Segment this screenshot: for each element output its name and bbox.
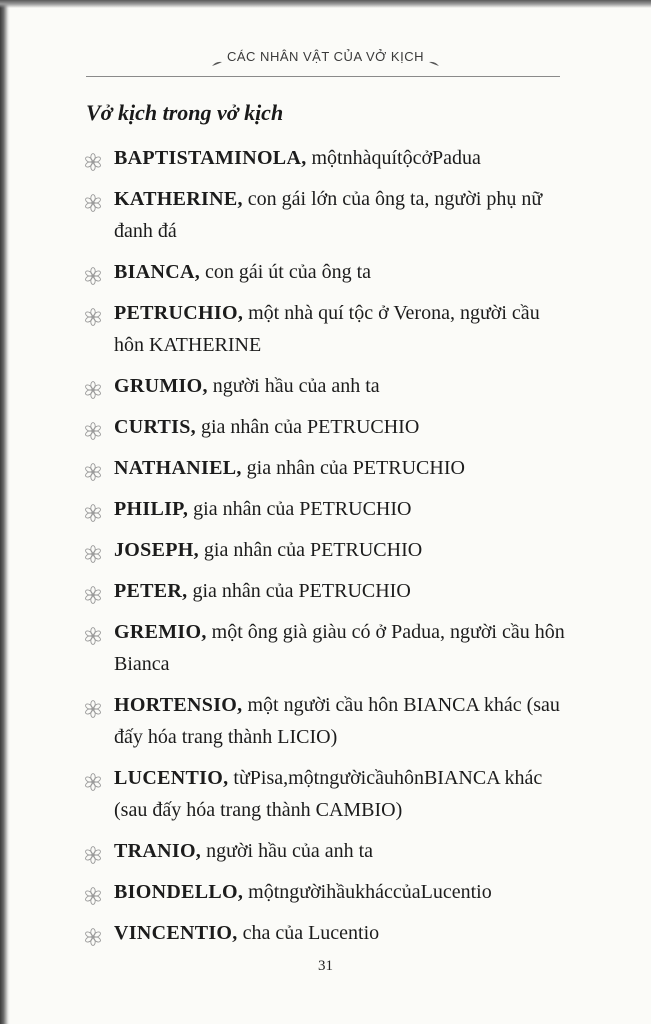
cast-entry (78, 616, 566, 680)
header-rule (86, 76, 560, 77)
cast-list (78, 142, 566, 958)
character-description: cha của Lucentio (242, 922, 380, 944)
cast-entry (78, 575, 566, 607)
character-description: từPisa,mộtngườicầuhônBIANCA khác (sau đấy hóa trang thành CAMBIO) (114, 767, 543, 821)
flower-ornament-icon (84, 190, 102, 208)
page-number: 31 (318, 958, 333, 974)
cast-entry (78, 917, 566, 949)
character-description: mộtnhàquítộcởPadua (311, 147, 481, 169)
cast-entry (78, 835, 566, 867)
character-description: người hầu của anh ta (212, 375, 380, 397)
running-header (0, 49, 651, 69)
cast-entry (78, 689, 566, 753)
cast-entry (78, 534, 566, 566)
flower-ornament-icon (84, 149, 102, 167)
character-name: PHILIP, (114, 498, 189, 520)
character-name: VINCENTIO, (114, 922, 238, 944)
flower-ornament-icon (84, 541, 102, 559)
cast-entry (78, 297, 566, 361)
flower-ornament-icon (84, 500, 102, 518)
character-name: PETER, (114, 580, 188, 602)
character-name: BAPTISTAMINOLA, (114, 147, 307, 169)
flower-ornament-icon (84, 418, 102, 436)
running-title: CÁC NHÂN VẬT CỦA VỞ KỊCH (227, 49, 424, 64)
flower-ornament-icon (84, 304, 102, 322)
character-description: một nhà quí tộc ở Verona, người cầu hôn KATHERINE (114, 302, 540, 356)
page-top-shadow (0, 0, 651, 8)
flower-ornament-icon (84, 377, 102, 395)
character-name: BIANCA, (114, 261, 200, 283)
character-name: PETRUCHIO, (114, 302, 244, 324)
character-description: gia nhân của PETRUCHIO (192, 580, 411, 602)
character-name: GRUMIO, (114, 375, 208, 397)
character-name: LUCENTIO, (114, 767, 229, 789)
character-description: gia nhân của PETRUCHIO (246, 457, 465, 479)
flower-ornament-icon (84, 769, 102, 787)
leaf-ornament-icon (212, 55, 222, 61)
character-description: một người cầu hôn BIANCA khác (sau đấy hóa trang thành LICIO) (114, 694, 560, 748)
cast-entry (78, 876, 566, 908)
character-name: TRANIO, (114, 840, 202, 862)
character-description: con gái lớn của ông ta, người phụ nữ đanh đá (114, 188, 543, 242)
cast-entry (78, 256, 566, 288)
character-name: NATHANIEL, (114, 457, 242, 479)
cast-entry (78, 762, 566, 826)
character-description: gia nhân của PETRUCHIO (203, 539, 423, 561)
character-name: BIONDELLO, (114, 881, 244, 903)
character-description: mộtngườihầukháccủaLucentio (248, 881, 492, 903)
flower-ornament-icon (84, 883, 102, 901)
flower-ornament-icon (84, 582, 102, 600)
leaf-ornament-icon (429, 55, 439, 61)
section-title: Vở kịch trong vở kịch (86, 100, 284, 125)
character-name: HORTENSIO, (114, 694, 243, 716)
character-name: KATHERINE, (114, 188, 243, 210)
character-description: gia nhân của PETRUCHIO (200, 416, 420, 438)
cast-entry (78, 493, 566, 525)
flower-ornament-icon (84, 459, 102, 477)
character-name: JOSEPH, (114, 539, 199, 561)
flower-ornament-icon (84, 696, 102, 714)
character-description: một ông già giàu có ở Padua, người cầu hôn Bianca (114, 621, 565, 675)
flower-ornament-icon (84, 924, 102, 942)
cast-entry (78, 183, 566, 247)
page-binding-shadow (0, 0, 10, 1024)
character-description: người hầu của anh ta (206, 840, 374, 862)
flower-ornament-icon (84, 623, 102, 641)
cast-entry (78, 370, 566, 402)
cast-entry (78, 411, 566, 443)
character-description: con gái út của ông ta (205, 261, 372, 283)
cast-entry (78, 452, 566, 484)
character-name: GREMIO, (114, 621, 207, 643)
flower-ornament-icon (84, 842, 102, 860)
flower-ornament-icon (84, 263, 102, 281)
character-description: gia nhân của PETRUCHIO (193, 498, 412, 520)
character-name: CURTIS, (114, 416, 196, 438)
cast-entry (78, 142, 566, 174)
